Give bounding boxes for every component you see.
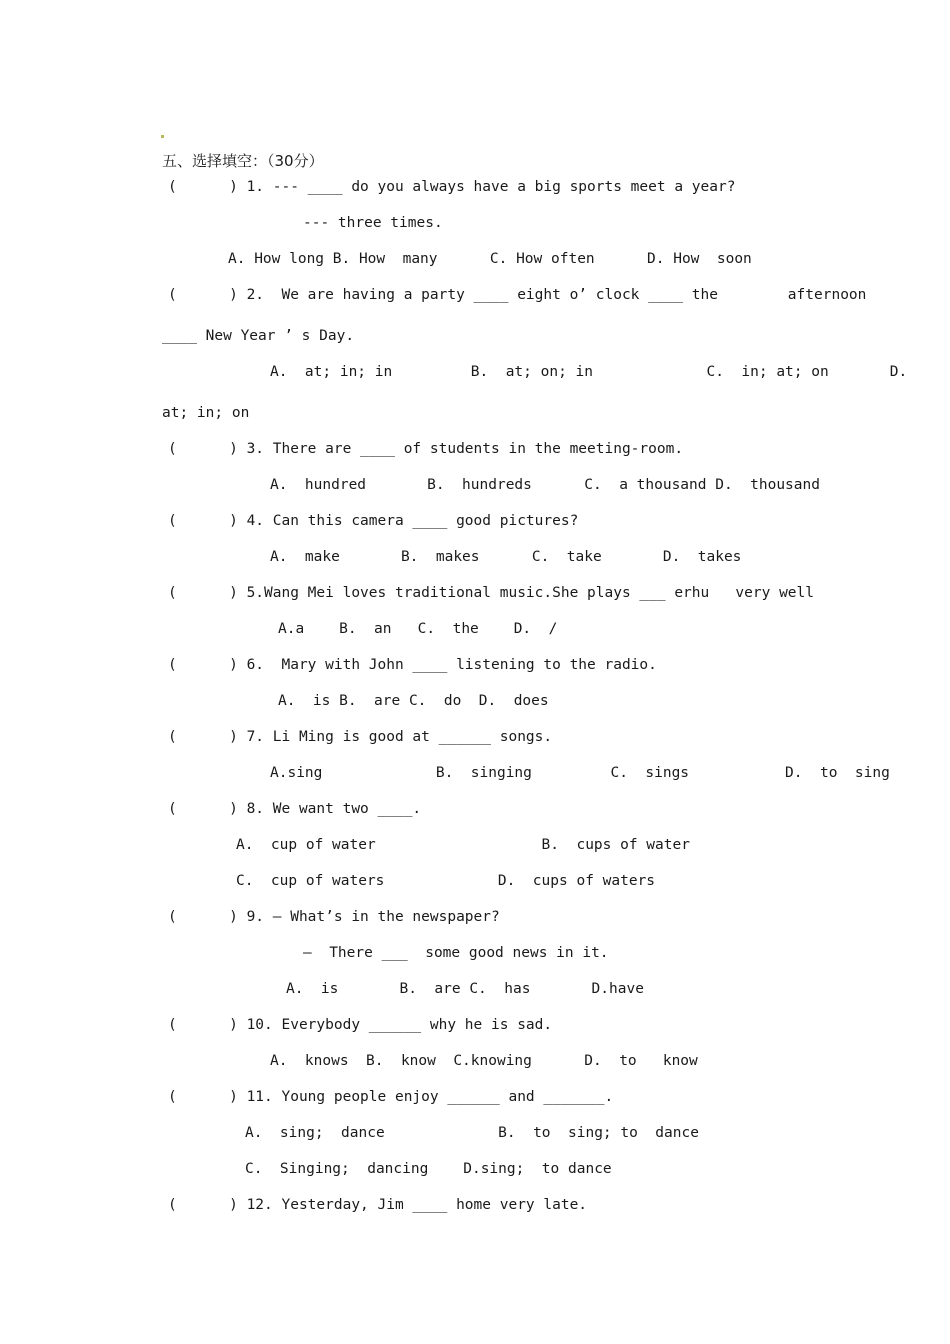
options-1: A. How long B. How many C. How often D. How soon [228, 251, 752, 267]
options-11-cd: C. Singing; dancing D.sing; to dance [245, 1161, 612, 1177]
answer-1: --- three times. [303, 215, 443, 231]
section-title: 五、选择填空：（30分） [162, 152, 324, 170]
question-2: ( ) 2. We are having a party ____ eight o’ clock ____ the afternoon [168, 287, 867, 303]
question-11: ( ) 11. Young people enjoy ______ and _______. [168, 1089, 614, 1105]
question-9: ( ) 9. — What’s in the newspaper? [168, 909, 500, 925]
question-3: ( ) 3. There are ____ of students in the meeting-room. [168, 441, 684, 457]
question-12: ( ) 12. Yesterday, Jim ____ home very late. [168, 1197, 588, 1213]
options-4: A. make B. makes C. take D. takes [270, 549, 742, 565]
question-8: ( ) 8. We want two ____. [168, 801, 422, 817]
answer-9: — There ___ some good news in it. [303, 945, 609, 961]
options-8-ab: A. cup of water B. cups of water [236, 837, 690, 853]
options-2-cont: at; in; on [162, 405, 250, 421]
question-2-cont: ____ New Year ’ s Day. [162, 328, 355, 344]
question-1: ( ) 1. --- ____ do you always have a big sports meet a year? [168, 179, 736, 195]
options-8-cd: C. cup of waters D. cups of waters [236, 873, 656, 889]
options-10: A. knows B. know C.knowing D. to know [270, 1053, 698, 1069]
question-6: ( ) 6. Mary with John ____ listening to the radio. [168, 657, 657, 673]
options-7: A.sing B. singing C. sings D. to sing [270, 765, 890, 781]
options-5: A.a B. an C. the D. / [278, 621, 558, 637]
options-9: A. is B. are C. has D.have [286, 981, 644, 997]
options-3: A. hundred B. hundreds C. a thousand D. thousand [270, 477, 820, 493]
options-6: A. is B. are C. do D. does [278, 693, 549, 709]
question-4: ( ) 4. Can this camera ____ good pictures? [168, 513, 579, 529]
question-5: ( ) 5.Wang Mei loves traditional music.She plays ___ erhu very well [168, 585, 815, 601]
options-11-ab: A. sing; dance B. to sing; to dance [245, 1125, 699, 1141]
mark-dot [161, 135, 164, 138]
question-10: ( ) 10. Everybody ______ why he is sad. [168, 1017, 553, 1033]
options-2: A. at; in; in B. at; on; in C. in; at; on D. [270, 364, 908, 380]
question-7: ( ) 7. Li Ming is good at ______ songs. [168, 729, 553, 745]
